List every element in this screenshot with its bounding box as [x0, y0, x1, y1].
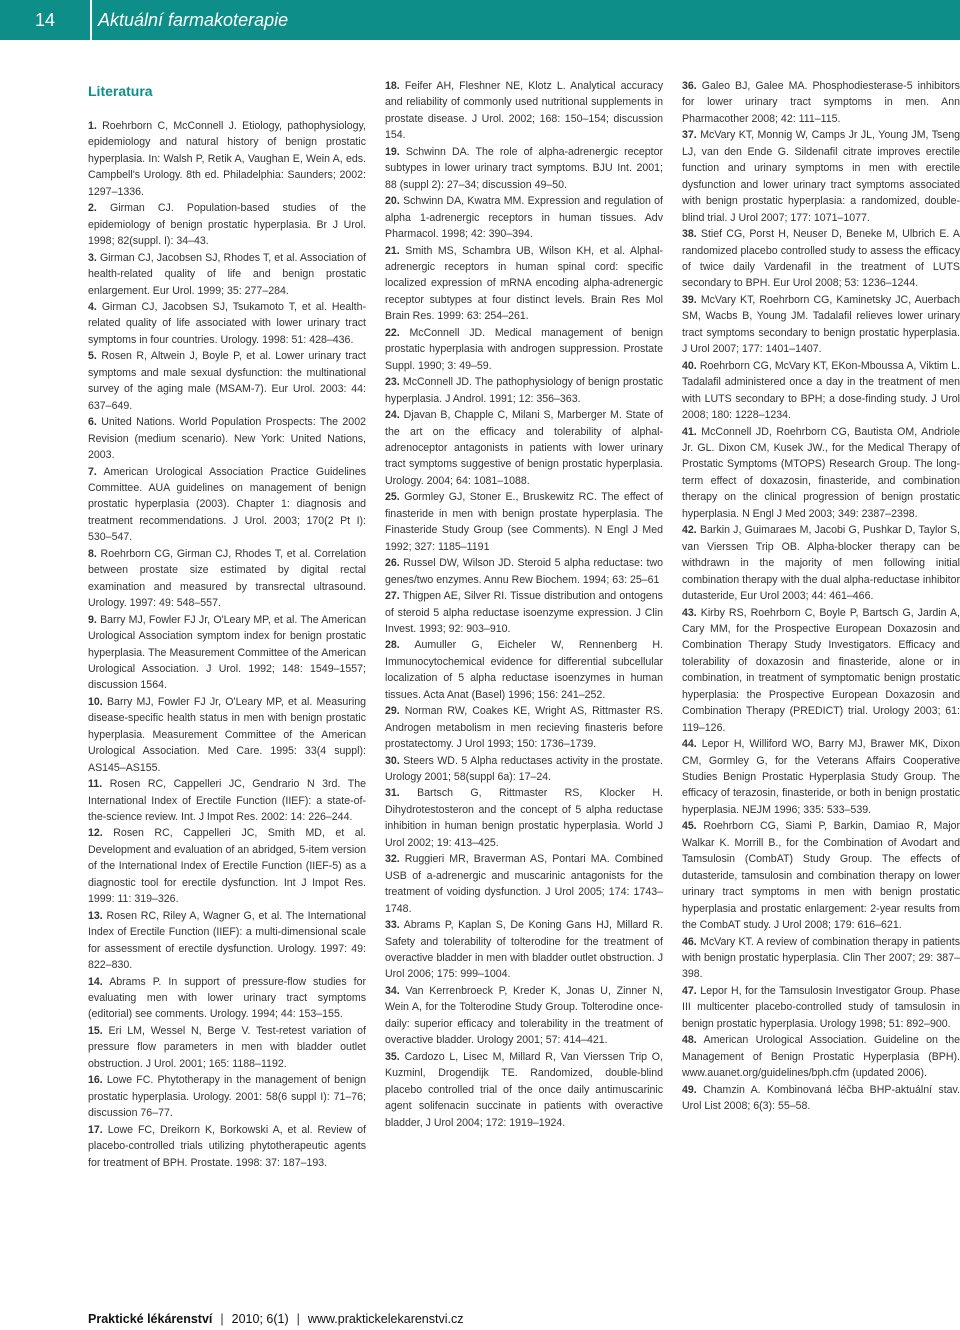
reference-text: Abrams P. In support of pressure-flow studies for evaluating men with lower urinary tract symptoms (editorial) see comments. Urology. 1994; 44: 153–155.	[88, 975, 367, 1021]
reference-text: Norman RW, Coakes KE, Wright AS, Rittmaster RS. Androgen metabolism in men recieving finasteris before prostatectomy. J Urol 1993; 150: 1736–1739.	[385, 705, 663, 751]
reference-item	[682, 424, 960, 523]
reference-text: Chamzin A. Kombinovaná léčba BHP-aktuální stav. Urol List 2008; 6(3): 55–58.	[682, 1083, 960, 1113]
reference-number: 47.	[682, 984, 697, 997]
reference-item	[385, 407, 663, 489]
reference-item	[88, 546, 366, 612]
reference-item	[88, 776, 366, 825]
reference-item	[385, 325, 663, 374]
reference-text: McVary KT, Roehrborn CG, Kaminetsky JC, Auerbach SM, Wacbs B, Young JM. Tadalafil relieves lower urinary tract symptoms secondary to benign prostatic hyperplasia. J Urol 2007; 177: 1401–1407.	[682, 293, 960, 356]
reference-item	[88, 464, 366, 546]
references-column-3	[682, 78, 960, 1115]
reference-text: Lowe FC, Dreikorn K, Borkowski A, et al. Review of placebo-controlled trials utilizing phytotherapeutic agents for treatment of BPH. Prostate. 1998: 37: 187–193.	[88, 1123, 366, 1169]
reference-number: 34.	[385, 984, 400, 997]
page-footer	[88, 1312, 463, 1326]
reference-number: 6.	[88, 416, 97, 429]
reference-text: Lepor H, for the Tamsulosin Investigator Group. Phase III multicenter placebo-controlled study of tamsulosin in benign prostatic hyperplasia. Urology 1998; 51: 892–900.	[682, 984, 960, 1030]
reference-text: Lepor H, Williford WO, Barry MJ, Brawer MK, Dixon CM, Gormley G, for the Veterans Affairs Cooperative Studies Benign Prostatic Hyperplasia Study Group. The efficacy of terazosin, finasteride, or both in benign prostatic hyperplasia. NEJM 1996; 335: 533–539.	[682, 738, 960, 816]
footer-issue: 2010; 6(1)	[231, 1312, 289, 1326]
reference-item	[385, 703, 663, 752]
reference-number: 26.	[385, 557, 400, 570]
reference-item	[88, 200, 366, 249]
reference-item	[682, 226, 960, 292]
reference-number: 40.	[682, 359, 697, 372]
reference-item	[385, 144, 663, 193]
reference-item	[682, 736, 960, 818]
reference-text: Cardozo L, Lisec M, Millard R, Van Vierssen Trip O, Kuzminl, Drogendijk TE. Randomized, double-blind placebo controlled trial of the once daily antimuscarinic agent solifenacin succinate in patients with overactive bladder, J Urol 2004; 172: 1919–1924.	[385, 1050, 663, 1129]
reference-item	[385, 78, 663, 144]
reference-item	[682, 605, 960, 737]
reference-number: 31.	[385, 787, 400, 800]
reference-number: 46.	[682, 935, 697, 948]
reference-number: 27.	[385, 590, 400, 603]
reference-number: 14.	[88, 975, 103, 988]
reference-item	[385, 193, 663, 242]
reference-text: United Nations. World Population Prospects: The 2002 Revision (medium scenario). New York: United Nations, 2003.	[88, 416, 366, 462]
reference-list-3	[682, 78, 960, 1115]
reference-number: 29.	[385, 705, 400, 718]
reference-number: 4.	[88, 300, 97, 313]
reference-item	[682, 292, 960, 358]
reference-item	[385, 637, 663, 703]
reference-item	[682, 522, 960, 604]
reference-item	[88, 118, 366, 200]
reference-item	[682, 78, 960, 127]
reference-number: 13.	[88, 909, 103, 922]
reference-number: 39.	[682, 293, 697, 306]
reference-number: 11.	[88, 778, 103, 791]
reference-text: Lowe FC. Phytotherapy in the management of benign prostatic hyperplasia. Urology. 2001: 58(6 suppl I): 71–76; discussion 76–77.	[88, 1074, 366, 1120]
reference-number: 49.	[682, 1083, 697, 1096]
reference-number: 12.	[88, 827, 103, 840]
reference-text: Abrams P, Kaplan S, De Koning Gans HJ, Millard R. Safety and tolerability of tolterodine for the treatment of overactive bladder in men with bladder outlet obstruction. J Urol 2006; 175: 999–1004.	[385, 919, 663, 981]
reference-text: Girman CJ, Jacobsen SJ, Tsukamoto T, et al. Health-related quality of life associated with lower urinary tract symptoms in four countries. Urology. 1998: 51: 428–436.	[88, 300, 367, 346]
reference-item	[88, 1072, 366, 1121]
reference-text: McConnell JD, Roehrborn CG, Bautista OM, Andriole Jr. GL. Dixon CM, Kusek JW., for the Medical Therapy of Prostatic Symptoms (MTOPS) Research Group. The long-term effect of doxazosin, finasteride, and combination therapy on the clinical progression of benign prostatic hyperplasia. N Engl J Med 2003; 349: 2387–2398.	[682, 425, 960, 520]
reference-number: 25.	[385, 491, 400, 504]
reference-text: Smith MS, Schambra UB, Wilson KH, et al. Alphal-adrenergic receptors in human spinal cord: specific localized expression of mRNA encoding alpha-adrenergic receptor subtypes at four distinct levels. Brain Res Mol Brain Res. 1999: 63: 254–261.	[385, 244, 663, 323]
reference-text: McConnell JD. Medical management of benign prostatic hyperplasia with androgen suppression. Prostate Suppl. 1990; 3: 49–59.	[385, 326, 664, 372]
reference-number: 19.	[385, 145, 400, 158]
reference-text: Kirby RS, Roehrborn C, Boyle P, Bartsch G, Jardin A, Cary MM, for the Prospective European Doxazosin and Combination Therapy Study Investigators. Efficacy and tolerability of doxazosin and finasteride, alone or in combination, in treatment of symptomatic benign prostatic hyperplasia: the Prospective European Doxazosin and Combination Therapy (PREDICT) trial. Urology 2003; 61: 119–126.	[682, 606, 960, 734]
reference-text: American Urological Association. Guideline on the Management of Benign Prostatic Hyperplasia (BPH). www.auanet.org/guidelines/bph.cfm (updated 2006).	[682, 1034, 960, 1080]
reference-text: Schwinn DA, Kwatra MM. Expression and regulation of alpha 1-adrenergic receptors in human tissues. Adv Pharmacol. 1998; 42: 390–394.	[385, 195, 663, 241]
reference-number: 16.	[88, 1074, 103, 1087]
reference-number: 45.	[682, 820, 697, 833]
reference-list-2	[385, 78, 663, 1131]
reference-text: Barry MJ, Fowler FJ Jr, O'Leary MP, et al. Measuring disease-specific health status in men with benign prostatic hyperplasia. Measurement Committee of the American Urological Association. Med Care. 1995: 33(4 suppl): AS145–AS155.	[88, 695, 366, 774]
reference-number: 44.	[682, 738, 697, 751]
reference-number: 2.	[88, 202, 97, 215]
reference-item	[385, 588, 663, 637]
reference-text: McConnell JD. The pathophysiology of benign prostatic hyperplasia. J Androl. 1991; 12: 356–363.	[385, 376, 663, 405]
references-column-1	[88, 78, 366, 1171]
reference-text: Ruggieri MR, Braverman AS, Pontari MA. Combined USB of a-adrenergic and muscarinic antagonists for the treatment of voiding dysfunction. J Urol 2005; 174: 1743–1748.	[385, 853, 663, 915]
reference-text: Rosen RC, Cappelleri JC, Smith MD, et al. Development and evaluation of an abridged, 5-item version of the International Index of Erectile Function (IIEF-5) as a diagnostic tool for erectile dysfunction. Int J Impot Res. 1999: 11: 319–326.	[88, 827, 366, 906]
reference-item	[682, 983, 960, 1032]
reference-number: 10.	[88, 695, 103, 708]
reference-number: 32.	[385, 853, 400, 866]
reference-item	[385, 489, 663, 555]
journal-section-title: Aktuální farmakoterapie	[92, 0, 960, 40]
reference-text: Roehrborn C, McConnell J. Etiology, pathophysiology, epidemiology and natural history of benign prostatic hyperplasia. In: Walsh P, Retik A, Vaughan E, Wein A, eds. Campbell's Urology. 8th ed. Philadelphia: Saunders; 2002: 1297–1336.	[88, 120, 366, 198]
reference-number: 43.	[682, 606, 697, 619]
footer-website-link[interactable]: www.praktickelekarenstvi.cz	[307, 1312, 464, 1326]
reference-item	[88, 908, 366, 974]
reference-number: 22.	[385, 326, 400, 339]
reference-number: 20.	[385, 195, 400, 208]
reference-text: American Urological Association Practice Guidelines Committee. AUA guidelines on management of benign prostatic hyperplasia (2003). Chapter 1: diagnosis and treatment recommendations. J Urol. 2003; 170(2 Pt I): 530–547.	[88, 465, 366, 544]
reference-number: 17.	[88, 1123, 103, 1136]
reference-number: 48.	[682, 1034, 697, 1047]
reference-text: Aumuller G, Eicheler W, Rennenberg H. Immunocytochemical evidence for differential subcellular localization of 5 alpha reductase isoenzymes in human tissues. Acta Anat (Basel) 1996; 156: 241–252.	[385, 639, 663, 701]
page-number: 14	[0, 0, 90, 40]
reference-number: 1.	[88, 120, 97, 132]
reference-item	[682, 358, 960, 424]
reference-item	[682, 1082, 960, 1115]
reference-text: Feifer AH, Fleshner NE, Klotz L. Analytical accuracy and reliability of commonly used nutritional supplements in prostate disease. J Urol. 2002; 168: 150–154; discussion 154.	[385, 80, 663, 142]
reference-item	[88, 348, 366, 414]
reference-text: Russel DW, Wilson JD. Steroid 5 alpha reductase: two genes/two enzymes. Annu Rew Biochem. 1994; 63: 25–61	[385, 557, 663, 586]
page-header	[0, 0, 960, 40]
reference-number: 7.	[88, 465, 97, 478]
reference-number: 18.	[385, 80, 400, 92]
reference-item	[88, 250, 366, 299]
reference-item	[385, 753, 663, 786]
reference-number: 37.	[682, 129, 697, 142]
reference-number: 33.	[385, 919, 400, 932]
reference-item	[385, 917, 663, 983]
section-heading: Literatura	[88, 83, 153, 99]
footer-divider: |	[296, 1312, 300, 1326]
reference-item	[682, 934, 960, 983]
reference-text: Rosen RC, Riley A, Wagner G, et al. The International Index of Erectile Function (IIEF): a multi-dimensional scale for assessment of erectile dysfunction. Urology. 1997: 49: 822–830.	[88, 909, 366, 972]
reference-item	[88, 694, 366, 776]
reference-text: Barry MJ, Fowler FJ Jr, O'Leary MP, et al. The American Urological Association symptom index for benign prostatic hyperplasia. The Measurement Committee of the American Urological Association. J Urol. 1992; 148: 1549–1557; discussion 1564.	[88, 613, 366, 692]
reference-text: McVary KT. A review of combination therapy in patients with benign prostatic hyperplasia. Clin Ther 2007; 29: 387–398.	[682, 935, 960, 981]
reference-text: Galeo BJ, Galee MA. Phosphodiesterase-5 inhibitors for lower urinary tract symptoms in men. Ann Pharmacother 2008; 42: 111–115.	[682, 80, 960, 125]
reference-text: Roehrborn CG, Girman CJ, Rhodes T, et al. Correlation between prostate size estimated by digital rectal examination and measured by transrectal ultrasound. Urology. 1997: 49: 548–557.	[88, 547, 366, 610]
reference-number: 21.	[385, 244, 400, 257]
reference-number: 9.	[88, 613, 97, 626]
reference-text: Girman CJ, Jacobsen SJ, Rhodes T, et al. Association of health-related quality of life and benign prostatic enlargement. Eur Urol. 1999; 35: 277–284.	[88, 251, 366, 297]
reference-item	[682, 818, 960, 933]
reference-text: Barkin J, Guimaraes M, Jacobi G, Pushkar D, Taylor S, van Vierssen Trip OB. Alpha-blocker therapy can be withdrawn in the majority of men following initial combination therapy with the dual alpha-reductase inhibitor dutasteride, Eur Urol 2003; 44: 461–466.	[682, 524, 960, 603]
reference-number: 24.	[385, 409, 400, 422]
reference-number: 8.	[88, 547, 97, 560]
references-column-2	[385, 78, 663, 1131]
reference-item	[385, 983, 663, 1049]
reference-text: Stief CG, Porst H, Neuser D, Beneke M, Ulbrich E. A randomized placebo controlled study to assess the efficacy of twice daily Vardenafil in the treatment of LUTS secondary to BPH. Eur Urol 2008; 53: 1236–1244.	[682, 228, 960, 290]
footer-journal-name: Praktické lékárenství	[88, 1312, 213, 1326]
reference-text: McVary KT, Monnig W, Camps Jr JL, Young JM, Tseng LJ, van den Ende G. Sildenafil citrate improves erectile function and urinary symptoms in men with erectile dysfunction and lower urinary tract symptoms associated with benign prostatic hyperplasia: a randomized, double-blind trial. J Urol 2007; 177: 1071–1077.	[682, 129, 960, 224]
reference-item	[88, 1023, 366, 1072]
reference-item	[88, 299, 366, 348]
reference-item	[682, 1032, 960, 1081]
reference-text: Djavan B, Chapple C, Milani S, Marberger M. State of the art on the efficacy and tolerability of alphal-adrenoceptor antagonists in patients with lower urinary tract symptoms suggestive of benign prostatic hyperplasia. Urology. 2004; 64: 1081–1088.	[385, 409, 663, 487]
reference-text: Steers WD. 5 Alpha reductases activity in the prostate. Urology 2001; 58(suppl 6a): 17–24.	[385, 754, 663, 784]
reference-text: Bartsch G, Rittmaster RS, Klocker H. Dihydrotestosteron and the concept of 5 alpha reductase inhibition in human benign prostatic hyperplasia. World J Urol 2002; 19: 413–425.	[385, 787, 663, 849]
reference-number: 15.	[88, 1024, 103, 1037]
reference-item	[88, 414, 366, 463]
reference-number: 28.	[385, 639, 400, 652]
reference-item	[385, 1049, 663, 1131]
reference-number: 30.	[385, 754, 400, 767]
reference-item	[385, 374, 663, 407]
reference-item	[385, 785, 663, 851]
reference-text: Thigpen AE, Silver RI. Tissue distribution and ontogens of steroid 5 alpha reductase isoenzyme expression. J Clin Invest. 1993; 92: 903–910.	[385, 590, 663, 635]
reference-number: 38.	[682, 228, 697, 241]
reference-item	[88, 1122, 366, 1171]
reference-text: Schwinn DA. The role of alpha-adrenergic receptor subtypes in lower urinary tract symptoms. BJU Int. 2001; 88 (suppl 2): 27–34; discussion 49–50.	[385, 145, 663, 191]
reference-item	[88, 612, 366, 694]
reference-number: 35.	[385, 1050, 400, 1063]
reference-item	[682, 127, 960, 226]
reference-text: Van Kerrenbroeck P, Kreder K, Jonas U, Zinner N, Wein A, for the Tolterodine Study Group. Tolterodine once-daily: superior efficacy and tolerability in the treatment of overactive bladder. Urology 2001; 57: 414–421.	[385, 984, 663, 1047]
reference-text: Rosen R, Altwein J, Boyle P, et al. Lower urinary tract symptoms and male sexual dysfunction: the multinational survey of the aging male (MSAM-7). Eur Urol. 2003: 44: 637–649.	[88, 350, 366, 412]
reference-text: Rosen RC, Cappelleri JC, Gendrario N 3rd. The International Index of Erectile Function (IIEF): a state-of-the-science review. Int. J Impot Res. 2002: 14: 226–244.	[88, 778, 366, 824]
reference-number: 41.	[682, 425, 697, 438]
reference-number: 5.	[88, 350, 97, 363]
reference-text: Roehrborn CG, Siami P, Barkin, Damiao R, Major Walkar K. Morrill B., for the Combination of Avodart and Tamsulosin (CombAT) Study Group. The effects of dutasteride, tamsulosin and combination therapy on lower urinary tract symptoms in men with benign prostatic hyperplasia and prostatic enlargement: 2-year results from the CombAT study. J Urol 2008; 179: 616–621.	[682, 820, 960, 932]
footer-divider: |	[220, 1312, 224, 1326]
reference-text: Roehrborn CG, McVary KT, EKon-Mboussa A, Viktim L. Tadalafil administered once a day in the treatment of men with LUTS secondary to BPH; a dose-finding study. J Urol 2008; 180: 1228–1234.	[682, 359, 960, 422]
reference-item	[385, 243, 663, 325]
reference-item	[385, 555, 663, 588]
reference-item	[385, 851, 663, 917]
reference-number: 42.	[682, 524, 697, 537]
reference-number: 3.	[88, 251, 97, 264]
reference-list-1	[88, 118, 366, 1171]
reference-text: Eri LM, Wessel N, Berge V. Test-retest variation of pressure flow parameters in men with bladder outlet obstruction. J Urol. 2001; 165: 1188–1192.	[88, 1024, 366, 1070]
reference-item	[88, 974, 366, 1023]
reference-item	[88, 825, 366, 907]
reference-number: 23.	[385, 376, 400, 389]
reference-text: Girman CJ. Population-based studies of the epidemiology of benign prostatic hyperplasia. Br J Urol. 1998; 82(suppl. I): 34–43.	[88, 202, 366, 248]
reference-number: 36.	[682, 80, 697, 92]
reference-text: Gormley GJ, Stoner E., Bruskewitz RC. The effect of finasteride in men with benign prostate hyperplasia. The Finasteride Study Group (see Comments). N Engl J Med 1992; 327: 1185–1191	[385, 491, 664, 553]
